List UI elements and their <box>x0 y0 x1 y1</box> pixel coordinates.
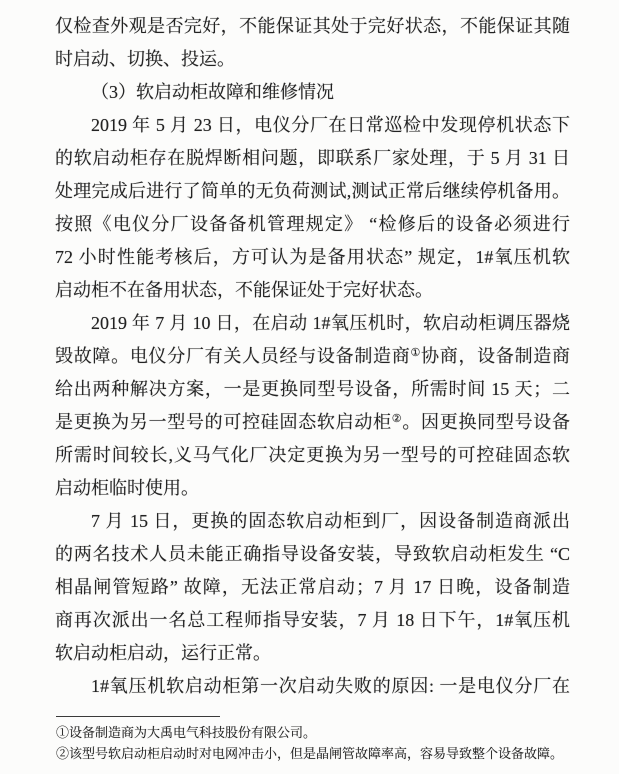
section-heading: （3）软启动柜故障和维修情况 <box>91 82 334 102</box>
text-line: 的软启动柜存在脱焊断相问题，即联系厂家处理，于 5 月 31 日 <box>55 148 570 168</box>
text-line: 72 小时性能考核后，方可认为是备用状态” 规定，1#氧压机软 <box>55 247 570 267</box>
footnote-separator <box>56 716 220 717</box>
text-line: 相晶闸管短路” 故障，无法正常启动；7 月 17 日晚，设备制造 <box>55 577 570 597</box>
text-line: 7 月 15 日，更换的固态软启动柜到厂，因设备制造商派出 <box>91 511 570 531</box>
text-line: 商再次派出一名总工程师指导安装，7 月 18 日下午，1#氧压机 <box>55 610 570 630</box>
footnote-item: ①设备制造商为大禹电气科技股份有限公司。 <box>56 725 317 740</box>
text-line: 1#氧压机软启动柜第一次启动失败的原因: 一是电仪分厂在 <box>91 676 570 696</box>
text-line: 仅检查外观是否完好，不能保证其处于完好状态，不能保证其随 <box>55 16 570 36</box>
text-line: 2019 年 7 月 10 日，在启动 1#氧压机时，软启动柜调压器烧 <box>91 313 570 333</box>
text-line: 启动柜不在备用状态，不能保证处于完好状态。 <box>55 280 433 300</box>
text-line: 时启动、切换、投运。 <box>55 49 235 69</box>
text-line: 处理完成后进行了简单的无负荷测试,测试正常后继续停机备用。 <box>55 181 570 201</box>
text-line: 毁故障。电仪分厂有关人员经与设备制造商①协商，设备制造商 <box>55 346 570 366</box>
text-line: 按照《电仪分厂设备备机管理规定》 “检修后的设备必须进行 <box>55 214 570 234</box>
footnotes <box>56 722 572 764</box>
text-line: 2019 年 5 月 23 日，电仪分厂在日常巡检中发现停机状态下 <box>91 115 570 135</box>
text-line: 是更换为另一型号的可控硅固态软启动柜②。因更换同型号设备 <box>55 412 570 432</box>
text-line: 的两名技术人员未能正确指导设备安装，导致软启动柜发生 “C <box>55 544 570 564</box>
text-line: 软启动柜启动，运行正常。 <box>55 643 271 663</box>
footnote-item: ②该型号软启动柜启动时对电网冲击小，但是晶闸管故障率高，容易导致整个设备故障。 <box>56 746 564 761</box>
text-line: 给出两种解决方案，一是更换同型号设备，所需时间 15 天；二 <box>55 379 570 399</box>
text-line: 所需时间较长,义马气化厂决定更换为另一型号的可控硅固态软 <box>55 445 570 465</box>
text-line: 启动柜临时使用。 <box>55 478 199 498</box>
document-body <box>55 10 570 703</box>
